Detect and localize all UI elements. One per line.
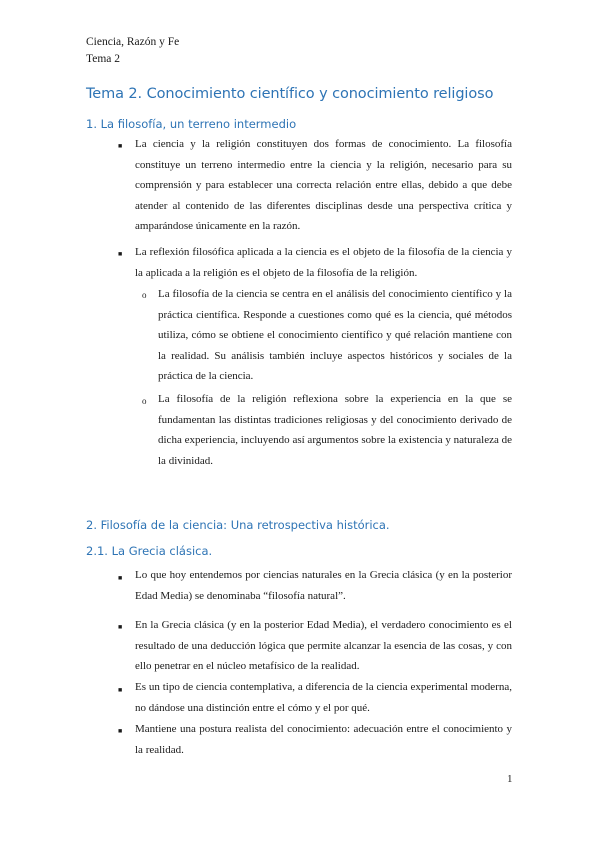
section1-bullet-1: La ciencia y la religión constituyen dos formas de conocimiento. La filosofía constituye un terreno intermedio entre la ciencia y la religión, necesario para su comprensión y para establecer una correcta relación entre ellas, debido a que debe atender al contenido de las diferentes disciplinas desde una perspectiva crítica y amparándose únicamente en la razón. [135, 138, 512, 232]
page-number: 1 [507, 773, 513, 785]
section1-subbullet-2: La filosofía de la religión reflexiona sobre la experiencia en la que se fundamentan las distintas tradiciones religiosas y del conocimiento derivado de dicha experiencia, incluyendo así argumentos sobre la existencia y naturaleza de la divinidad. [158, 393, 512, 467]
bullet-marker: ■ [118, 142, 123, 150]
header-course: Ciencia, Razón y Fe [86, 36, 180, 48]
section1-heading: 1. La filosofía, un terreno intermedio [86, 117, 297, 131]
section2-bullet-2: En la Grecia clásica (y en la posterior Edad Media), el verdadero conocimiento es el resultado de una deducción lógica que permite alcanzar la esencia de las cosas, y con ello penetrar en el núcleo metafísico de la realidad. [135, 619, 512, 672]
sub-bullet-marker: o [142, 396, 147, 406]
bullet-marker: ■ [118, 250, 123, 258]
document-header [86, 34, 179, 68]
bullet-marker: ■ [118, 574, 123, 582]
section2-bullet-3: Es un tipo de ciencia contemplativa, a diferencia de la ciencia experimental moderna, no dándose una distinción entre el cómo y el por qué. [135, 681, 512, 714]
section2-bullet-4: Mantiene una postura realista del conocimiento: adecuación entre el conocimiento y la realidad. [135, 723, 512, 756]
section2-bullet-1: Lo que hoy entendemos por ciencias naturales en la Grecia clásica (y en la posterior Edad Media) se denominaba “filosofía natural”. [135, 569, 512, 602]
page-title: Tema 2. Conocimiento científico y conocimiento religioso [86, 86, 494, 102]
section1-bullet-2: La reflexión filosófica aplicada a la ciencia es el objeto de la filosofía de la ciencia y la aplicada a la religión es el objeto de la filosofía de la religión. [135, 246, 512, 279]
bullet-marker: ■ [118, 686, 123, 694]
header-topic: Tema 2 [86, 53, 121, 65]
bullet-marker: ■ [118, 727, 123, 735]
bullet-marker: ■ [118, 623, 123, 631]
section1-subbullet-1: La filosofía de la ciencia se centra en el análisis del conocimiento científico y la práctica científica. Responde a cuestiones como qué es la ciencia, qué métodos utiliza, cómo se obtiene el conocimiento científico y qué relación mantiene con la realidad. Su análisis también incluye aspectos históricos y sociales de la práctica de la ciencia. [158, 288, 512, 382]
section2-subheading: 2.1. La Grecia clásica. [86, 544, 213, 558]
sub-bullet-marker: o [142, 290, 147, 300]
section2-heading: 2. Filosofía de la ciencia: Una retrospectiva histórica. [86, 518, 390, 532]
